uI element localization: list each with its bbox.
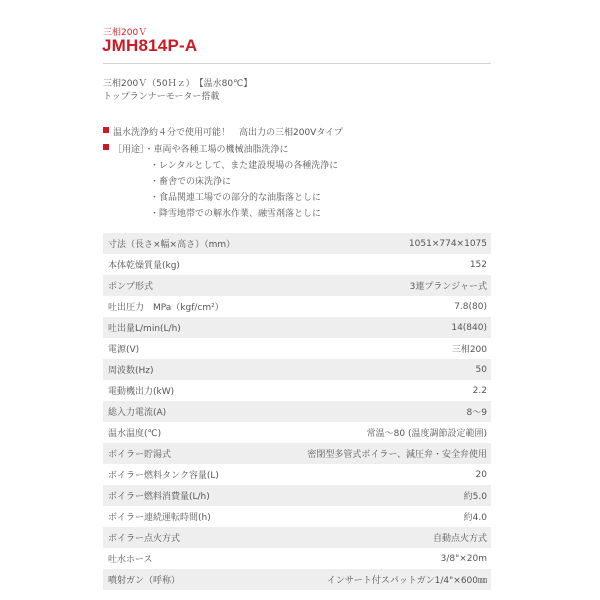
voltage-label: 三相200Ｖ	[103, 28, 148, 38]
spec-label: ボイラー貯湯式	[103, 443, 267, 464]
spec-label: 周波数(Hz)	[103, 359, 267, 380]
spec-row	[103, 506, 491, 527]
spec-row	[103, 569, 491, 590]
spec-row	[103, 233, 491, 254]
spec-value: 三相200	[451, 345, 487, 355]
spec-value: 14(840)	[267, 317, 492, 338]
spec-label: 吐出量L/min(L/h)	[103, 317, 267, 338]
subtitle-power: 三相200Ｖ（50Ｈｚ） 【温水80℃】	[103, 79, 253, 89]
divider	[103, 63, 491, 64]
use-item: ・降雪地帯での解氷作業、融雪剤落としに	[150, 209, 322, 219]
spec-value: 3連プランジャー式	[267, 275, 492, 296]
spec-value: 50	[267, 359, 492, 380]
spec-value: 約4.0	[463, 513, 487, 523]
spec-label: 温水温度(℃)	[108, 429, 162, 439]
feature-bullet-icon	[103, 127, 109, 133]
feature-uses-heading: ［用途］・車両や各種工場の機械油脂洗浄に	[113, 145, 289, 155]
spec-label: 噴射ガン（呼称）	[103, 569, 267, 590]
spec-row	[103, 317, 491, 338]
use-item: ・畜舎での床洗浄に	[150, 177, 232, 187]
spec-value: 7.8(80)	[454, 301, 487, 312]
spec-label: ポンプ形式	[103, 275, 267, 296]
spec-row	[103, 296, 491, 317]
feature-highlight: 温水洗浄約４分で使用可能！ 高出力の三相200Vタイプ	[113, 128, 343, 138]
spec-row	[103, 548, 491, 569]
spec-label: 寸法（長さ×幅×高さ）（mm）	[103, 233, 267, 254]
spec-label: ボイラー連続運転時間(h)	[108, 513, 211, 523]
spec-value: 20	[475, 469, 487, 480]
spec-row	[103, 422, 491, 443]
subtitle-motor: トップランナーモーター搭載	[103, 92, 220, 102]
spec-row	[103, 338, 491, 359]
spec-value: 自動点火方式	[267, 527, 492, 548]
spec-value: 2.2	[472, 385, 487, 396]
spec-label: ボイラー点火方式	[103, 527, 267, 548]
spec-label: ボイラー燃料消費量(L/h)	[103, 485, 267, 506]
use-item: ・食品関連工場での部分的な油脂落としに	[150, 193, 322, 203]
spec-row	[103, 359, 491, 380]
spec-value: インサート付スパットガン1/4"×600㎜	[267, 569, 492, 590]
spec-label: 吐水ホース	[108, 555, 153, 565]
spec-row	[103, 401, 491, 422]
spec-label: 吐出圧力 MPa（kgf/cm²）	[108, 303, 224, 313]
spec-table	[103, 233, 491, 590]
spec-value: 約5.0	[267, 485, 492, 506]
spec-row	[103, 254, 491, 275]
model-title: JMH814P-A	[102, 36, 198, 55]
spec-row	[103, 443, 491, 464]
spec-row	[103, 464, 491, 485]
spec-value: 密閉型多管式ボイラー、減圧弁・安全弁使用	[267, 443, 492, 464]
feature-bullet-icon	[103, 144, 109, 150]
spec-value: 8～9	[267, 401, 492, 422]
spec-row	[103, 275, 491, 296]
spec-label: 本体乾燥質量(kg)	[108, 261, 180, 271]
spec-label: ボイラー燃料タンク容量(L)	[108, 471, 219, 481]
spec-label: 総入力電流(A)	[103, 401, 267, 422]
spec-value: 152	[469, 259, 487, 270]
use-item: ・レンタルとして、また建設現場の各種洗浄に	[150, 161, 339, 171]
spec-row	[103, 527, 491, 548]
spec-row	[103, 380, 491, 401]
spec-row	[103, 485, 491, 506]
spec-value: 1051×774×1075	[267, 233, 492, 254]
spec-value: 3/8"×20m	[440, 553, 487, 564]
spec-value: 常温～80 (温度調節設定範囲)	[366, 429, 487, 439]
spec-label: 電動機出力(kW)	[108, 387, 175, 397]
spec-label: 電源(V)	[108, 345, 140, 355]
